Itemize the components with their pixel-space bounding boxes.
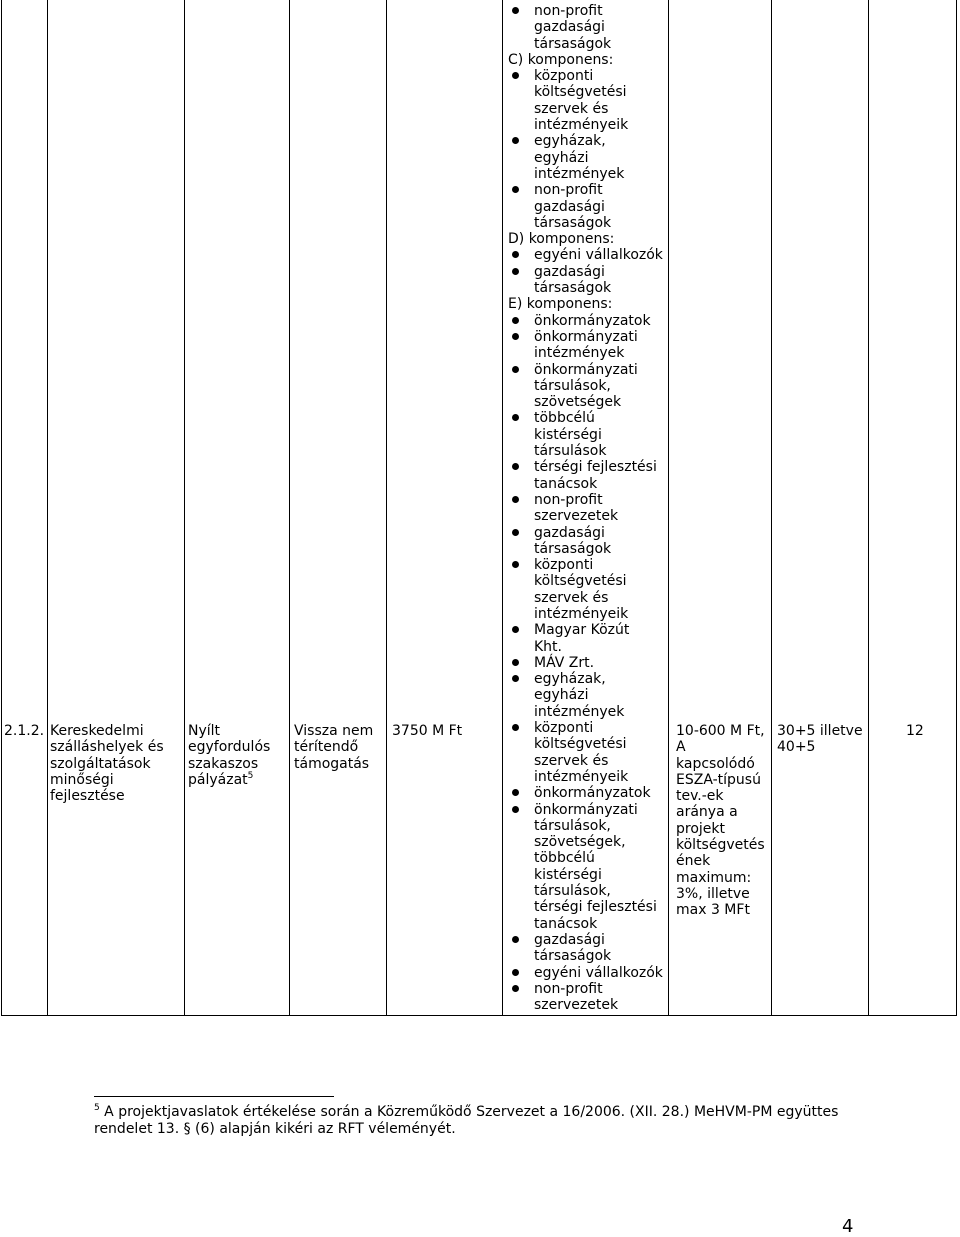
beneficiary-line <box>508 671 664 687</box>
duration-cell <box>777 723 867 756</box>
beneficiary-text: önkormányzatok <box>534 785 651 802</box>
footnote-separator <box>94 1096 334 1097</box>
beneficiary-line <box>508 492 664 508</box>
title-line: Kereskedelmi <box>50 723 144 739</box>
beneficiary-text: társulások, <box>534 883 611 900</box>
beneficiary-line <box>508 948 664 964</box>
beneficiary-line <box>508 687 664 703</box>
footnote-line: rendelet 13. § (6) alapján kikéri az RFT véleményét. <box>94 1120 456 1137</box>
beneficiary-line <box>508 68 664 84</box>
beneficiary-line <box>508 850 664 866</box>
beneficiary-text: gazdasági <box>534 931 605 948</box>
bullet-icon <box>512 496 519 503</box>
beneficiary-text: önkormányzati <box>534 328 638 345</box>
row-number-cell <box>4 723 44 739</box>
bullet-icon <box>512 561 519 568</box>
bullet-icon <box>512 251 519 258</box>
amount-line: ESZA-típusú <box>676 771 761 788</box>
amount-line: aránya a <box>676 804 738 821</box>
bullet-icon <box>512 969 519 976</box>
beneficiary-text: költségvetési <box>534 84 627 101</box>
beneficiary-text: gazdasági <box>534 263 605 280</box>
duration-line: 30+5 illetve <box>777 723 863 739</box>
bullet-icon <box>512 463 519 470</box>
amount-line: A <box>676 739 686 756</box>
beneficiary-line <box>508 704 664 720</box>
amount-line: költségvetés <box>676 837 765 854</box>
beneficiary-text: intézményeik <box>534 605 629 622</box>
bullet-icon <box>512 317 519 324</box>
beneficiary-text: térségi fejlesztési <box>534 899 657 916</box>
beneficiary-text: non-profit <box>534 980 603 997</box>
title-line: minőségi <box>50 771 114 788</box>
footnote-marker: 5 <box>94 1103 100 1113</box>
beneficiary-text: gazdasági <box>534 198 605 215</box>
beneficiary-line <box>508 394 664 410</box>
beneficiary-text: non-profit <box>534 491 603 508</box>
beneficiary-line <box>508 362 664 378</box>
support-type-line: térítendő <box>294 739 359 756</box>
beneficiary-line <box>508 834 664 850</box>
beneficiary-text: társulások, <box>534 377 611 394</box>
beneficiary-line <box>508 965 664 981</box>
beneficiary-line <box>508 36 664 52</box>
beneficiary-line <box>508 916 664 932</box>
beneficiary-text: MÁV Zrt. <box>534 654 595 671</box>
beneficiary-line <box>508 19 664 35</box>
beneficiary-text: szervezetek <box>534 508 619 525</box>
amount-line: max 3 MFt <box>676 902 750 919</box>
component-heading <box>508 231 664 247</box>
beneficiary-text: társaságok <box>534 948 612 965</box>
beneficiary-line <box>508 345 664 361</box>
beneficiary-line <box>508 541 664 557</box>
beneficiary-text: intézmények <box>534 165 625 182</box>
beneficiary-text: szervek és <box>534 752 609 769</box>
beneficiary-line <box>508 720 664 736</box>
beneficiary-line <box>508 476 664 492</box>
beneficiary-text: kistérségi <box>534 866 602 883</box>
amount-line: maximum: <box>676 869 752 886</box>
footnote-line <box>94 1104 854 1121</box>
beneficiary-line <box>508 753 664 769</box>
beneficiary-line <box>508 802 664 818</box>
beneficiary-line <box>508 443 664 459</box>
beneficiary-text: térségi fejlesztési <box>534 459 657 476</box>
beneficiary-line <box>508 410 664 426</box>
beneficiary-line <box>508 166 664 182</box>
bullet-icon <box>512 414 519 421</box>
title-line: szolgáltatások <box>50 755 151 772</box>
beneficiary-text: költségvetési <box>534 573 627 590</box>
support-type-cell <box>294 723 374 772</box>
bullet-icon <box>512 137 519 144</box>
beneficiary-line <box>508 247 664 263</box>
beneficiaries-list <box>508 3 664 1013</box>
beneficiary-line <box>508 133 664 149</box>
bullet-icon <box>512 268 519 275</box>
bullet-icon <box>512 675 519 682</box>
beneficiary-text: tanácsok <box>534 475 598 492</box>
beneficiary-text: egyházak, <box>534 133 606 150</box>
beneficiary-line <box>508 117 664 133</box>
component-heading <box>508 52 664 68</box>
beneficiary-text: E) komponens: <box>508 296 613 313</box>
beneficiary-line <box>508 997 664 1013</box>
beneficiary-text: központi <box>534 720 594 737</box>
bullet-icon <box>512 936 519 943</box>
beneficiary-text: önkormányzati <box>534 361 638 378</box>
beneficiary-text: szervek és <box>534 100 609 117</box>
beneficiary-text: társaságok <box>534 540 612 557</box>
bullet-icon <box>512 333 519 340</box>
beneficiary-text: intézmények <box>534 345 625 362</box>
beneficiary-line <box>508 459 664 475</box>
procedure-cell <box>188 723 285 788</box>
beneficiary-text: szervezetek <box>534 997 619 1014</box>
count-value: 12 <box>906 723 924 739</box>
beneficiary-line <box>508 557 664 573</box>
beneficiary-text: egyházak, <box>534 671 606 688</box>
beneficiary-text: non-profit <box>534 182 603 199</box>
page-number: 4 <box>842 1216 854 1237</box>
beneficiary-line <box>508 150 664 166</box>
beneficiary-text: egyházi <box>534 687 589 704</box>
beneficiary-line <box>508 899 664 915</box>
beneficiary-line <box>508 525 664 541</box>
beneficiary-text: D) komponens: <box>508 231 615 248</box>
beneficiary-text: gazdasági <box>534 524 605 541</box>
bullet-icon <box>512 72 519 79</box>
footnote-text: A projektjavaslatok értékelése során a Közreműködő Szervezet a 16/2006. (XII. 28.) MeHVM-PM együttes <box>99 1104 839 1120</box>
beneficiary-text: központi <box>534 68 594 85</box>
bullet-icon <box>512 366 519 373</box>
bullet-icon <box>512 529 519 536</box>
beneficiary-line <box>508 329 664 345</box>
amount-line: kapcsolódó <box>676 755 755 772</box>
footnote-reference[interactable]: 5 <box>247 770 254 781</box>
title-line: szálláshelyek és <box>50 739 164 756</box>
beneficiary-line <box>508 84 664 100</box>
procedure-line: pályázat <box>188 771 248 788</box>
beneficiary-line <box>508 769 664 785</box>
beneficiary-text: központi <box>534 557 594 574</box>
beneficiary-text: egyházi <box>534 149 589 166</box>
beneficiary-text: önkormányzati <box>534 801 638 818</box>
beneficiary-text: társulások, <box>534 817 611 834</box>
beneficiary-text: Kht. <box>534 638 562 655</box>
amount-line: 3%, illetve <box>676 885 750 902</box>
beneficiary-text: Magyar Közút <box>534 622 630 639</box>
procedure-line: szakaszos <box>188 755 259 772</box>
beneficiary-text: C) komponens: <box>508 51 614 68</box>
beneficiary-line <box>508 427 664 443</box>
support-type-line: Vissza nem <box>294 723 374 739</box>
beneficiary-text: intézmények <box>534 703 625 720</box>
count-cell <box>906 723 926 739</box>
component-heading <box>508 296 664 312</box>
beneficiary-line <box>508 264 664 280</box>
procedure-line-with-ref <box>188 772 285 788</box>
budget-cell <box>392 723 492 739</box>
beneficiary-line <box>508 573 664 589</box>
beneficiary-line <box>508 606 664 622</box>
beneficiary-text: társaságok <box>534 214 612 231</box>
beneficiary-text: kistérségi <box>534 426 602 443</box>
beneficiary-text: szervek és <box>534 589 609 606</box>
beneficiary-line <box>508 622 664 638</box>
beneficiary-text: többcélú <box>534 850 595 867</box>
row-number: 2.1.2. <box>4 723 45 739</box>
beneficiary-line <box>508 736 664 752</box>
support-type-line: támogatás <box>294 755 370 772</box>
beneficiary-line <box>508 655 664 671</box>
beneficiary-text: társaságok <box>534 280 612 297</box>
beneficiary-line <box>508 280 664 296</box>
title-line: fejlesztése <box>50 788 125 805</box>
beneficiary-text: szövetségek <box>534 394 622 411</box>
bullet-icon <box>512 659 519 666</box>
beneficiary-line <box>508 639 664 655</box>
bullet-icon <box>512 626 519 633</box>
title-cell <box>50 723 180 804</box>
amount-line: ének <box>676 853 711 870</box>
procedure-line: egyfordulós <box>188 739 271 756</box>
beneficiary-line <box>508 182 664 198</box>
beneficiary-line <box>508 981 664 997</box>
beneficiary-line <box>508 199 664 215</box>
bullet-icon <box>512 7 519 14</box>
beneficiary-line <box>508 932 664 948</box>
beneficiary-text: intézményeik <box>534 117 629 134</box>
beneficiary-text: gazdasági <box>534 19 605 36</box>
beneficiary-line <box>508 818 664 834</box>
beneficiary-text: társaságok <box>534 35 612 52</box>
bullet-icon <box>512 186 519 193</box>
beneficiary-line <box>508 215 664 231</box>
bullet-icon <box>512 985 519 992</box>
beneficiary-line <box>508 313 664 329</box>
bullet-icon <box>512 724 519 731</box>
beneficiary-line <box>508 867 664 883</box>
beneficiary-line <box>508 785 664 801</box>
beneficiary-line <box>508 508 664 524</box>
procedure-line: Nyílt <box>188 723 221 739</box>
bullet-icon <box>512 806 519 813</box>
beneficiary-text: többcélú <box>534 410 595 427</box>
beneficiary-text: egyéni vállalkozók <box>534 964 663 981</box>
beneficiary-line <box>508 883 664 899</box>
beneficiary-text: non-profit <box>534 3 603 19</box>
beneficiary-text: tanácsok <box>534 915 598 932</box>
beneficiary-text: költségvetési <box>534 736 627 753</box>
beneficiary-text: társulások <box>534 443 607 460</box>
beneficiary-text: szövetségek, <box>534 834 626 851</box>
beneficiary-text: egyéni vállalkozók <box>534 247 663 264</box>
beneficiary-line <box>508 378 664 394</box>
beneficiary-text: intézményeik <box>534 768 629 785</box>
beneficiary-line <box>508 590 664 606</box>
amount-cell <box>676 723 768 919</box>
beneficiary-text: önkormányzatok <box>534 312 651 329</box>
footnote <box>94 1104 854 1137</box>
amount-line: 10-600 M Ft, <box>676 723 765 739</box>
budget-value: 3750 M Ft <box>392 723 463 739</box>
duration-line: 40+5 <box>777 739 816 756</box>
beneficiary-line <box>508 101 664 117</box>
amount-line: tev.-ek <box>676 788 724 805</box>
beneficiary-line <box>508 3 664 19</box>
amount-line: projekt <box>676 820 725 837</box>
bullet-icon <box>512 789 519 796</box>
